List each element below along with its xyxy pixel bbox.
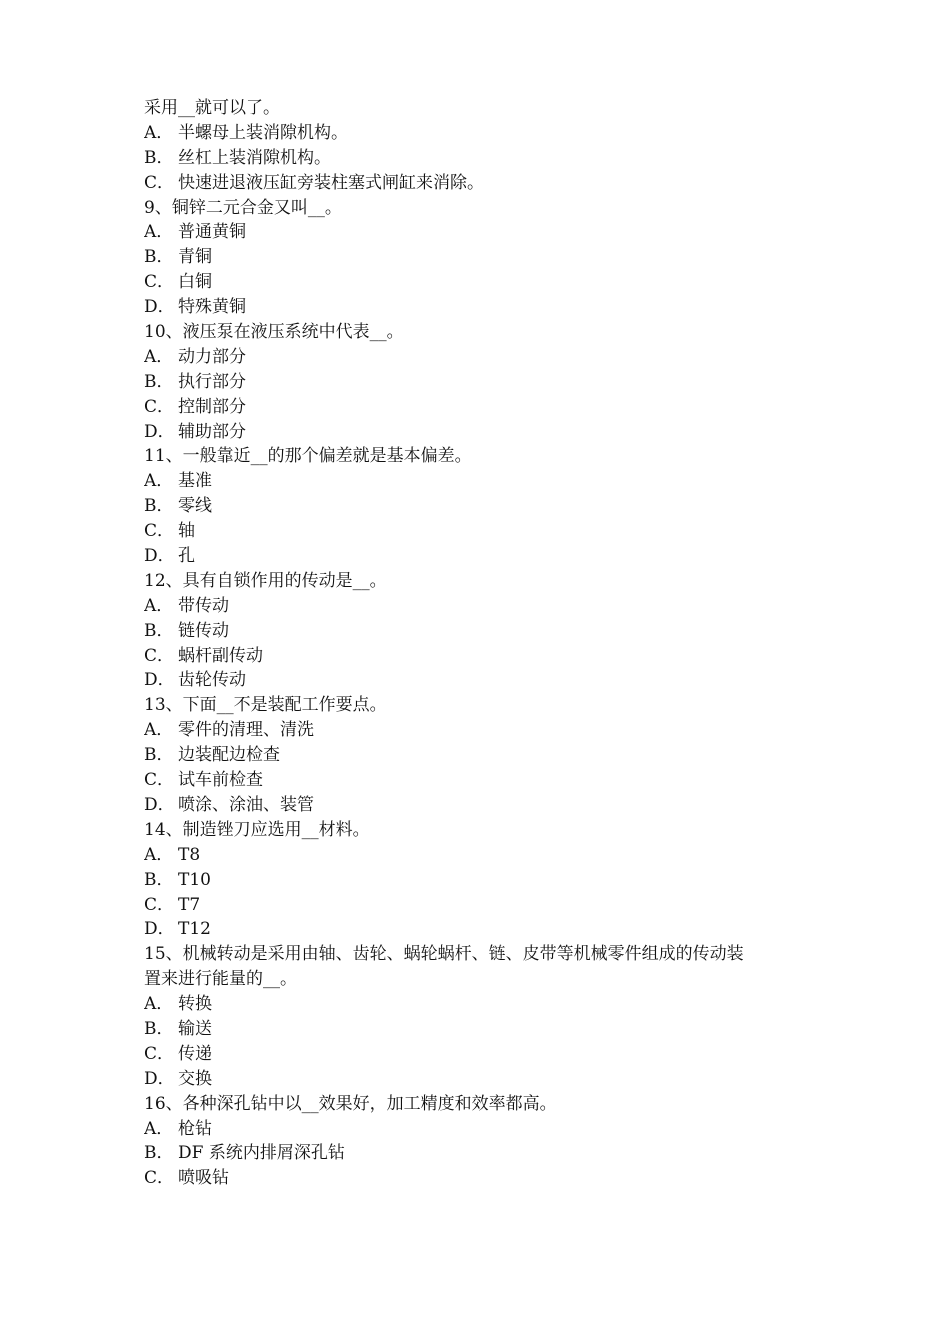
option-text: 链传动	[178, 620, 229, 641]
option-key: A．	[144, 346, 174, 367]
option-key: C．	[144, 272, 175, 293]
question-stem: 11、一般靠近__的那个偏差就是基本偏差。	[144, 446, 472, 467]
answer-option	[144, 469, 824, 494]
option-key: B．	[144, 745, 174, 766]
option-text: 喷吸钻	[178, 1168, 229, 1189]
option-key: B．	[144, 1143, 174, 1164]
option-text: 零线	[178, 496, 212, 517]
option-text: 快速进退液压缸旁装柱塞式闸缸来消除。	[178, 172, 484, 193]
option-key: C．	[144, 172, 175, 193]
option-key: B．	[144, 147, 174, 168]
option-text: DF 系统内排屑深孔钻	[178, 1143, 345, 1164]
answer-option	[144, 395, 824, 420]
option-text: 轴	[178, 521, 195, 542]
option-key: A．	[144, 222, 174, 243]
option-key: A．	[144, 595, 174, 616]
option-key: D．	[144, 1068, 175, 1089]
question-stem: 13、下面__不是装配工作要点。	[144, 695, 387, 716]
option-text: 枪钻	[178, 1118, 212, 1139]
answer-option	[144, 121, 824, 146]
answer-option	[144, 992, 824, 1017]
answer-option	[144, 743, 824, 768]
answer-option	[144, 544, 824, 569]
question-stem: 15、机械转动是采用由轴、齿轮、蜗轮蜗杆、链、皮带等机械零件组成的传动装	[144, 944, 744, 965]
option-key: B．	[144, 371, 174, 392]
question-text: 置来进行能量的__。	[144, 969, 297, 990]
option-key: C．	[144, 396, 175, 417]
option-text: 基准	[178, 471, 212, 492]
option-key: C．	[144, 645, 175, 666]
answer-option	[144, 917, 824, 942]
option-key: A．	[144, 122, 174, 143]
question-stem: 16、各种深孔钻中以__效果好，加工精度和效率都高。	[144, 1093, 557, 1114]
option-text: 交换	[178, 1068, 212, 1089]
option-text: 带传动	[178, 595, 229, 616]
option-text: 动力部分	[178, 346, 246, 367]
option-key: A．	[144, 1118, 174, 1139]
option-key: D．	[144, 421, 175, 442]
answer-option	[144, 295, 824, 320]
option-text: T8	[178, 844, 201, 865]
option-text: 喷涂、涂油、装管	[178, 794, 314, 815]
option-key: D．	[144, 670, 175, 691]
option-key: B．	[144, 869, 174, 890]
option-text: T10	[178, 869, 211, 890]
option-key: D．	[144, 794, 175, 815]
option-text: 普通黄铜	[178, 222, 246, 243]
answer-option	[144, 1166, 824, 1191]
option-key: A．	[144, 994, 174, 1015]
question-stem: 10、液压泵在液压系统中代表__。	[144, 322, 404, 343]
answer-option	[144, 1067, 824, 1092]
option-text: 零件的清理、清洗	[178, 720, 314, 741]
option-text: 试车前检查	[178, 770, 263, 791]
option-key: C．	[144, 1168, 175, 1189]
option-text: 蜗杆副传动	[178, 645, 263, 666]
question-stem: 9、铜锌二元合金又叫__。	[144, 197, 342, 218]
option-text: 转换	[178, 994, 212, 1015]
option-key: D．	[144, 546, 175, 567]
option-key: C．	[144, 770, 175, 791]
option-text: 半螺母上装消隙机构。	[178, 122, 348, 143]
answer-option	[144, 594, 824, 619]
answer-option	[144, 644, 824, 669]
option-key: C．	[144, 894, 175, 915]
option-key: D．	[144, 919, 175, 940]
option-key: B．	[144, 620, 174, 641]
answer-option	[144, 1042, 824, 1067]
question-stem: 14、制造锉刀应选用__材料。	[144, 819, 370, 840]
option-key: B．	[144, 247, 174, 268]
answer-option	[144, 245, 824, 270]
answer-option	[144, 1017, 824, 1042]
answer-option	[144, 519, 824, 544]
answer-option	[144, 718, 824, 743]
option-text: 孔	[178, 546, 195, 567]
answer-option	[144, 668, 824, 693]
answer-option	[144, 420, 824, 445]
answer-option	[144, 146, 824, 171]
option-text: 传递	[178, 1043, 212, 1064]
option-text: 特殊黄铜	[178, 297, 246, 318]
option-text: T12	[178, 919, 211, 940]
option-key: A．	[144, 471, 174, 492]
answer-option	[144, 843, 824, 868]
answer-option	[144, 793, 824, 818]
option-key: A．	[144, 844, 174, 865]
answer-option	[144, 768, 824, 793]
question-stem: 12、具有自锁作用的传动是__。	[144, 570, 387, 591]
option-key: A．	[144, 720, 174, 741]
option-text: 白铜	[178, 272, 212, 293]
option-text: 青铜	[178, 247, 212, 268]
answer-option	[144, 220, 824, 245]
answer-option	[144, 345, 824, 370]
option-text: 齿轮传动	[178, 670, 246, 691]
option-text: 执行部分	[178, 371, 246, 392]
answer-option	[144, 868, 824, 893]
option-text: 丝杠上装消隙机构。	[178, 147, 331, 168]
question-text: 采用__就可以了。	[144, 98, 280, 118]
option-text: T7	[178, 894, 201, 915]
option-key: B．	[144, 1018, 174, 1039]
option-key: D．	[144, 297, 175, 318]
answer-option	[144, 893, 824, 918]
option-text: 边装配边检查	[178, 745, 280, 766]
answer-option	[144, 1141, 824, 1166]
option-key: C．	[144, 521, 175, 542]
option-text: 辅助部分	[178, 421, 246, 442]
option-key: B．	[144, 496, 174, 517]
option-key: C．	[144, 1043, 175, 1064]
answer-option	[144, 270, 824, 295]
answer-option	[144, 494, 824, 519]
option-text: 输送	[178, 1018, 212, 1039]
question-list	[144, 96, 824, 1191]
answer-option	[144, 619, 824, 644]
option-text: 控制部分	[178, 396, 246, 417]
answer-option	[144, 1117, 824, 1142]
answer-option	[144, 171, 824, 196]
answer-option	[144, 370, 824, 395]
